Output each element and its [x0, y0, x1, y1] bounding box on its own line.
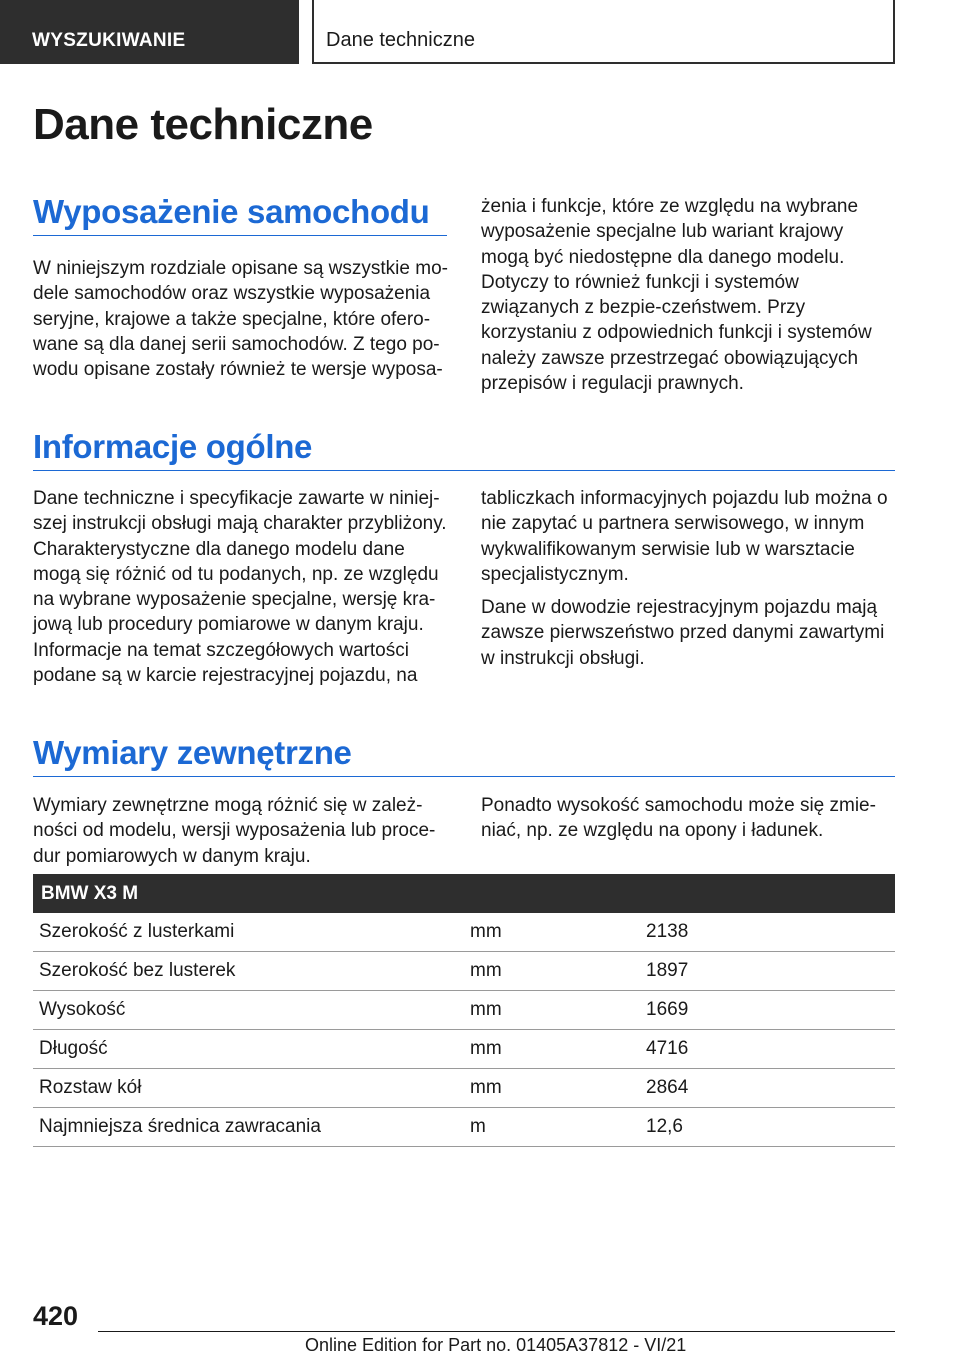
row-unit: mm — [464, 952, 640, 991]
row-value: 2864 — [640, 1069, 895, 1108]
paragraph: Wymiary zewnętrzne mogą różnić się w zależ‐ności od modelu, wersji wyposażenia lub proce‐dur pomiarowych w danym kraju. — [33, 795, 436, 867]
table-row — [33, 1069, 895, 1108]
table-row — [33, 913, 895, 952]
page-title: Dane techniczne — [33, 100, 373, 149]
dimensions-table — [33, 874, 895, 1147]
row-label: Rozstaw kół — [33, 1069, 464, 1108]
row-label: Najmniejsza średnica zawracania — [33, 1108, 464, 1147]
row-value: 4716 — [640, 1030, 895, 1069]
table-row — [33, 952, 895, 991]
section-equipment-right-column — [481, 194, 896, 404]
page-number: 420 — [33, 1301, 79, 1331]
row-value: 12,6 — [640, 1108, 895, 1147]
row-value: 1669 — [640, 991, 895, 1030]
paragraph: Dane techniczne i specyfikacje zawarte w niniej‐szej instrukcji obsługi mają charakter przybliżony. Charakterystyczne dla danego modelu dane mogą się różnić od tu podanych, np. ze względu na wybrane wyposażenie specjalne, wersję kra‐jową lub procedury pomiarowe w danym kraju. Informacje na temat szczegółowych wartości podane są w karcie rejestracyjnej pojazdu, na — [33, 488, 447, 687]
paragraph: Ponadto wysokość samochodu może się zmie‐niać, np. ze względu na opony i ładunek. — [481, 795, 876, 842]
section-divider — [33, 470, 895, 471]
search-tab[interactable]: WYSZUKIWANIE — [0, 0, 299, 64]
section-general-info-right-column — [481, 486, 896, 679]
table-row — [33, 991, 895, 1030]
footer-edition-text: Online Edition for Part no. 01405A37812 - VI/21 — [305, 1335, 687, 1355]
section-dimensions-left-column — [33, 793, 448, 877]
section-divider — [33, 235, 447, 236]
row-label: Szerokość z lusterkami — [33, 913, 464, 952]
paragraph: W niniejszym rozdziale opisane są wszystkie mo‐dele samochodów oraz wszystkie wyposażenia seryjne, krajowe a także specjalne, które ofero‐wane są dla danej serii samochodów. Z tego po‐wodu opisane zostały również te wersje wyposa‐ — [33, 258, 448, 381]
row-unit: mm — [464, 1069, 640, 1108]
row-value: 1897 — [640, 952, 895, 991]
row-unit: mm — [464, 913, 640, 952]
current-section-tab[interactable]: Dane techniczne — [312, 0, 895, 64]
section-equipment-left-column — [33, 256, 448, 390]
row-label: Długość — [33, 1030, 464, 1069]
table-row — [33, 1108, 895, 1147]
table-header-model: BMW X3 M — [33, 874, 895, 913]
paragraph: Dane w dowodzie rejestracyjnym pojazdu mają zawsze pierwszeństwo przed danymi zawartymi w instrukcji obsługi. — [481, 597, 885, 669]
section-heading-equipment: Wyposażenie samochodu — [33, 193, 430, 230]
section-heading-general-info: Informacje ogólne — [33, 428, 313, 465]
section-heading-exterior-dimensions: Wymiary zewnętrzne — [33, 734, 352, 771]
row-label: Wysokość — [33, 991, 464, 1030]
row-value: 2138 — [640, 913, 895, 952]
section-dimensions-right-column — [481, 793, 896, 852]
paragraph: tabliczkach informacyjnych pojazdu lub można o nie zapytać u partnera serwisowego, w innym wykwalifikowanym serwisie lub w warsztacie specjalistycznym. — [481, 488, 888, 585]
section-divider — [33, 776, 895, 777]
table-header-row — [33, 874, 895, 913]
table-row — [33, 1030, 895, 1069]
row-unit: mm — [464, 991, 640, 1030]
row-unit: m — [464, 1108, 640, 1147]
top-navigation — [0, 0, 960, 66]
footer-divider — [98, 1331, 895, 1332]
paragraph: żenia i funkcje, które ze względu na wybrane wyposażenie specjalne lub wariant krajowy mogą być niedostępne dla danego modelu. Dotyczy to również funkcji i systemów związanych z bezpie‐czeństwem. Przy korzystaniu z odpowiednich funkcji i systemów należy zawsze przestrzegać obowiązujących przepisów i regulacji prawnych. — [481, 196, 872, 395]
row-unit: mm — [464, 1030, 640, 1069]
row-label: Szerokość bez lusterek — [33, 952, 464, 991]
section-general-info-left-column — [33, 486, 448, 696]
